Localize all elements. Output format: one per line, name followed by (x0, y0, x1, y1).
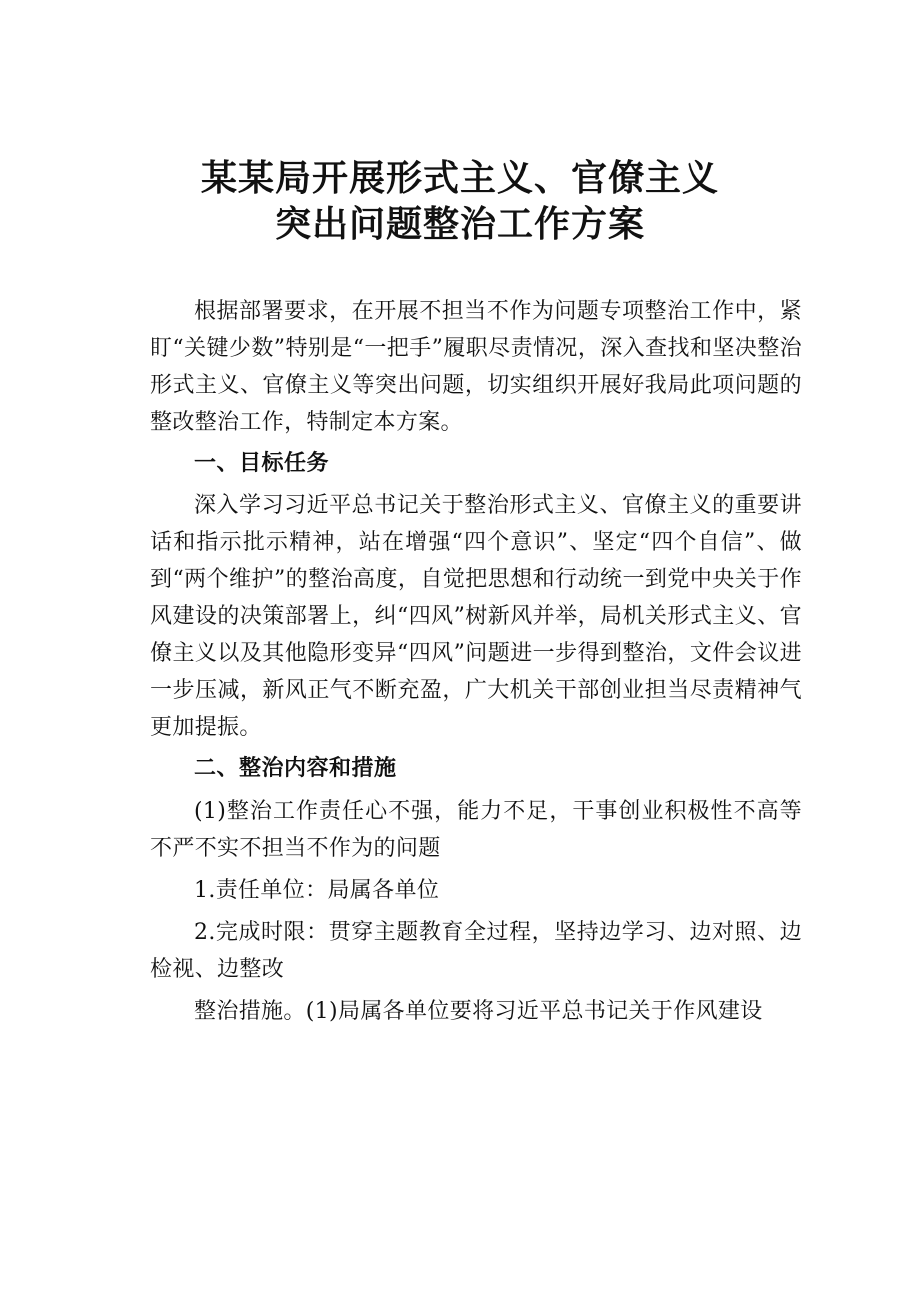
section-heading-goals: 一、目标任务 (194, 451, 330, 476)
document-title-line-2: 突出问题整治工作方案 (274, 203, 645, 245)
responsible-unit: 1.责任单位：局属各单位 (194, 878, 440, 903)
measure-item-1: (1)整治工作责任心不强，能力不足，干事创业积极性不高等不严不实不担当不作为的问题 (150, 799, 802, 861)
document-title-line-1: 某某局开展形式主义、官僚主义 (200, 157, 719, 199)
deadline: 2.完成时限：贯穿主题教育全过程，坚持边学习、边对照、边检视、边整改 (150, 920, 802, 982)
goals-paragraph: 深入学习习近平总书记关于整治形式主义、官僚主义的重要讲话和指示批示精神，站在增强“四个意识”、坚定“四个自信”、做到“两个维护”的整治高度，自觉把思想和行动统一到党中央关于作风建设的决策部署上，纠“四风”树新风并举，局机关形式主义、官僚主义以及其他隐形变异“四风”问题进一步得到整治，文件会议进一步压减，新风正气不断充盈，广大机关干部创业担当尽责精神气更加提振。 (150, 493, 802, 740)
measures-paragraph: 整治措施。(1)局属各单位要将习近平总书记关于作风建设 (194, 999, 763, 1024)
intro-paragraph: 根据部署要求，在开展不担当不作为问题专项整治工作中，紧盯“关键少数”特别是“一把手”履职尽责情况，深入查找和坚决整治形式主义、官僚主义等突出问题，切实组织开展好我局此项问题的整改整治工作，特制定本方案。 (150, 299, 802, 435)
section-heading-measures: 二、整治内容和措施 (194, 756, 397, 781)
document-body (150, 293, 802, 1035)
